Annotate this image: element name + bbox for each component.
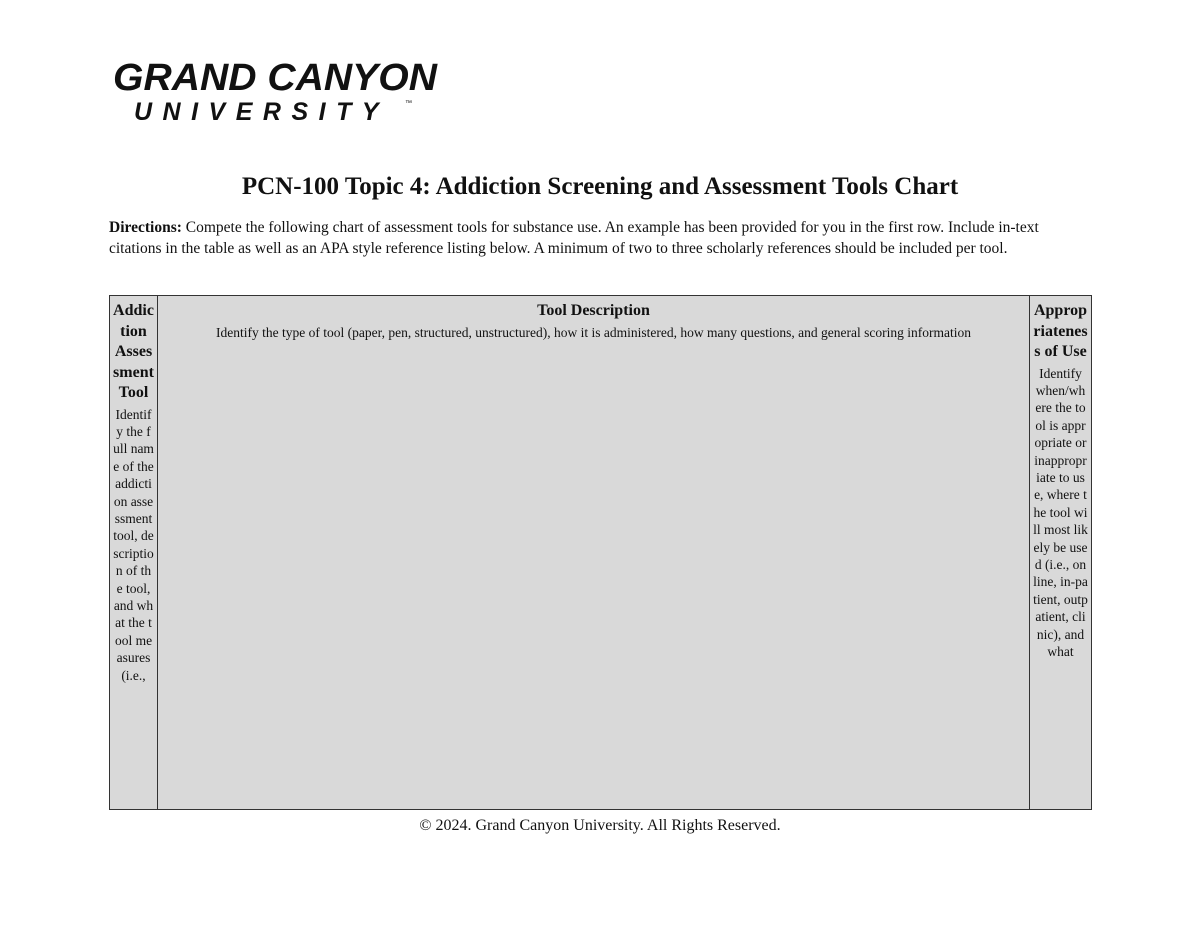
column-header-tool: Addiction Assessment Tool — [113, 302, 154, 401]
assessment-tools-chart — [109, 295, 1092, 810]
header-cell-tool — [110, 296, 158, 810]
directions-text: Compete the following chart of assessment tools for substance use. An example has been provided for you in the first row. Include in-text citations in the table as well as an APA style reference listing below. A minimum of two to three scholarly references should be included per tool. — [109, 219, 1039, 257]
copyright-footer: © 2024. Grand Canyon University. All Rights Reserved. — [419, 817, 781, 834]
logo-trademark: ™ — [405, 100, 412, 107]
header-cell-description — [158, 296, 1030, 810]
table-header-row — [110, 296, 1092, 810]
column-header-description: Tool Description — [537, 302, 650, 319]
column-description-appropriateness: Identify when/where the tool is appropriate or inappropriate to use, where the tool will most likely be used (i.e., online, in-patient, outpatient, clinic), and what — [1033, 365, 1088, 659]
directions-label: Directions: — [109, 219, 182, 236]
logo-wordmark-top: GRAND CANYON — [113, 57, 437, 99]
column-description-description: Identify the type of tool (paper, pen, structured, unstructured), how it is administered, how many questions, and general scoring information — [216, 324, 971, 340]
logo-wordmark-bottom: UNIVERSITY — [134, 98, 390, 126]
header-cell-appropriateness — [1030, 296, 1092, 810]
column-header-appropriateness: Appropriateness of Use — [1033, 302, 1088, 360]
university-logo — [113, 57, 437, 130]
document-title: PCN-100 Topic 4: Addiction Screening and Assessment Tools Chart — [241, 173, 959, 200]
directions-paragraph — [109, 218, 1089, 259]
column-description-tool: Identify the full name of the addiction assessment tool, description of the tool, and what the tool measures (i.e., — [113, 406, 154, 683]
